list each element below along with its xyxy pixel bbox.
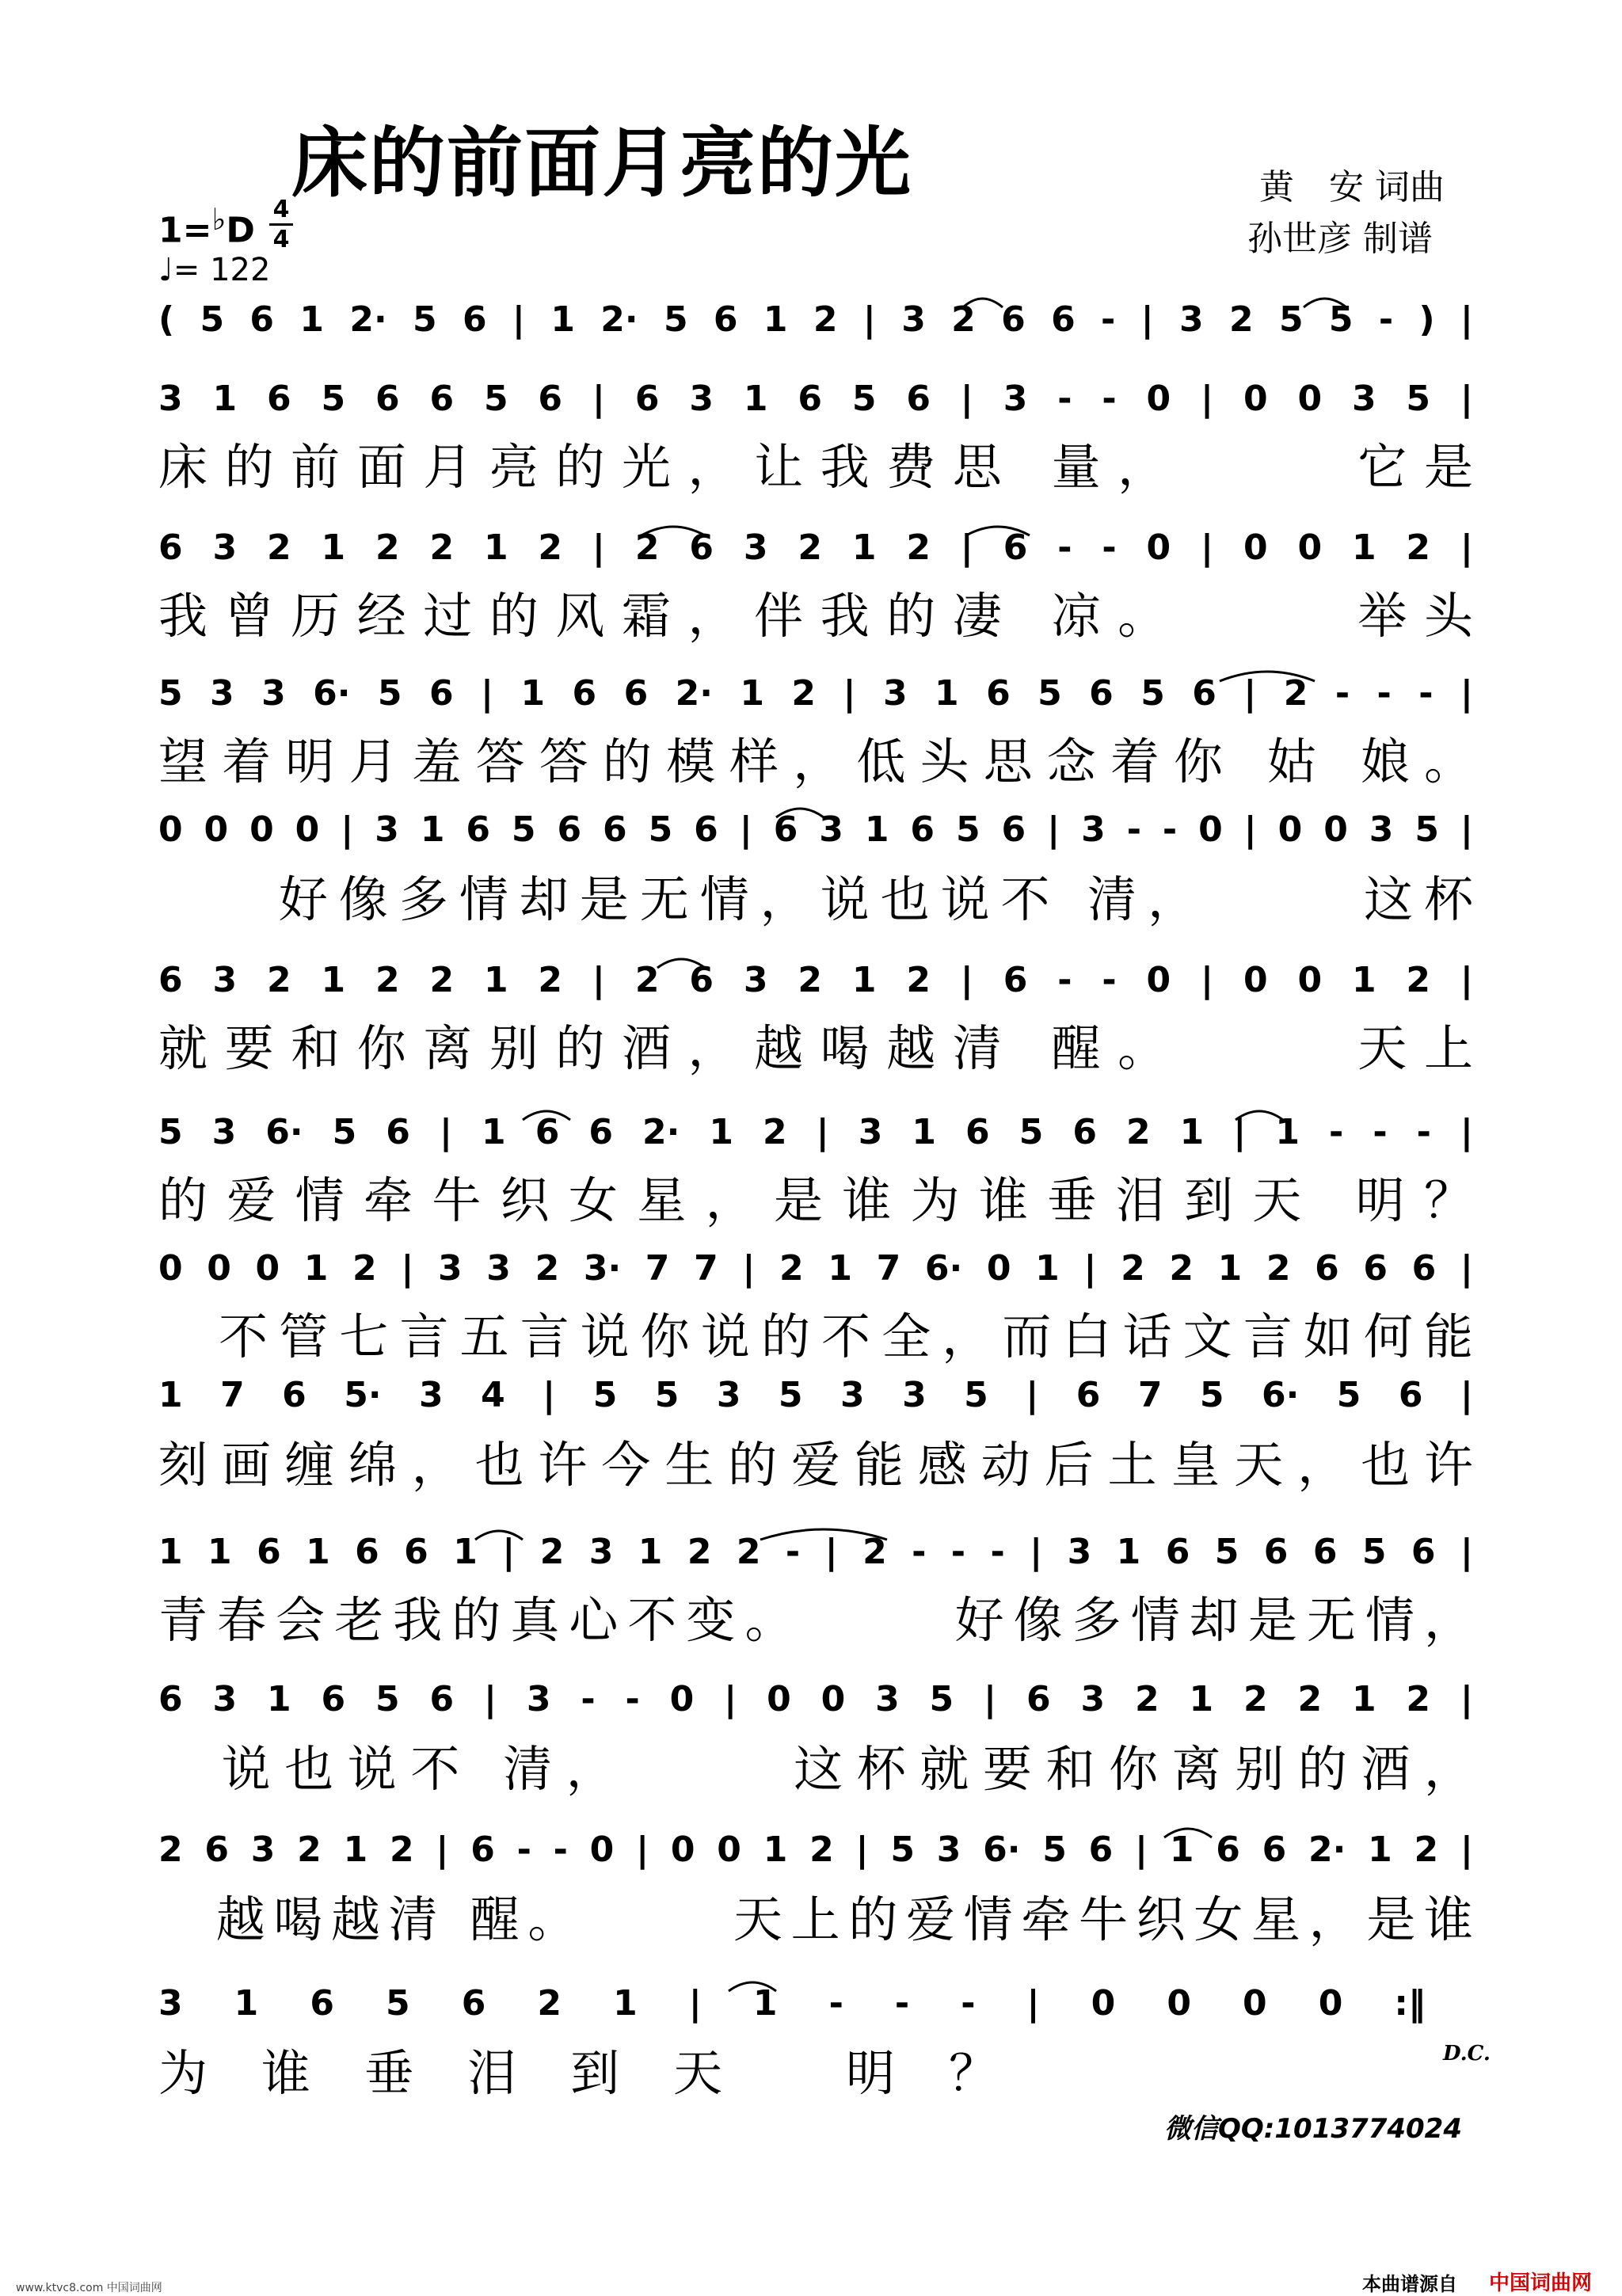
lyric-line-6: 就要和你离别的酒，越喝越清 醒。 天上 [158,1019,1473,1077]
quarter-note-icon: ♩ [158,252,173,288]
notation-line-2: 3 1 6 5 6 6 5 6 | 6 3 1 6 5 6 | 3 - - 0 | 0 0 3 5 | [158,379,1473,419]
footer-site-text: www.ktvc8.com 中国词曲网 [16,2282,162,2294]
slur-arc [642,527,705,535]
key-note: D [226,210,255,251]
da-capo-mark: D.C. [1443,2042,1491,2066]
notation-line-3: 6 3 2 1 2 2 1 2 | 2 6 3 2 1 2 | 6 - - 0 | 0 0 1 2 | [158,527,1473,568]
lyric-line-11: 说也说不 清， 这杯就要和你离别的酒， [158,1740,1473,1798]
page-title: 床的前面月亮的光 [291,119,912,208]
lyric-line-4: 望着明月羞答答的模样，低头思念着你 姑 娘。 [158,733,1473,790]
lyric-line-10: 青春会老我的真心不变。 好像多情却是无情， [158,1591,1473,1649]
lyric-line-12: 越喝越清 醒。 天上的爱情牵牛织女星，是谁 [158,1890,1473,1948]
slur-arc [523,1111,570,1120]
notation-line-12: 2 6 3 2 1 2 | 6 - - 0 | 0 0 1 2 | 5 3 6· 5 6 | 1 6 6 2· 1 2 | [158,1830,1473,1870]
slur-arc [729,1982,776,1991]
lyric-line-2: 床的前面月亮的光，让我费思 量， 它是 [158,438,1473,496]
footer-brand: 中国词曲网 [1489,2271,1593,2295]
footer-source-label: 本曲谱源自 [1362,2273,1457,2295]
lyric-line-9: 刻画缠绵，也许今生的爱能感动后土皇天，也许 [158,1436,1473,1494]
slur-arc [1236,1111,1283,1120]
slur-arc [760,1529,887,1540]
key-prefix: 1= [158,210,212,251]
composer-credit: 黄 安 词曲 [1259,167,1445,208]
notation-line-5: 0 0 0 0 | 3 1 6 5 6 6 5 6 | 6 3 1 6 5 6 | 3 - - 0 | 0 0 3 5 | [158,809,1473,850]
contact-watermark: 微信QQ:1013774024 [1164,2113,1462,2145]
lyric-line-7: 的爱情牵牛织女星，是谁为谁垂泪到天 明？ [158,1171,1473,1229]
lyric-line-5: 好像多情却是无情，说也说不 清， 这杯 [158,870,1473,928]
slur-arc [1220,672,1315,681]
time-signature-top: 4 [272,196,290,223]
notation-line-13: 3 1 6 5 6 2 1 | 1 - - - | 0 0 0 0 :‖ [158,1983,1426,2024]
lyric-line-13: 为谁垂泪到天 明？ [158,2044,998,2102]
notation-line-11: 6 3 1 6 5 6 | 3 - - 0 | 0 0 3 5 | 6 3 2 1 2 2 1 2 | [158,1679,1473,1719]
slur-arc [1164,1829,1212,1837]
notation-line-10: 1 1 6 1 6 6 1 | 2 3 1 2 2 - | 2 - - - | 3 1 6 5 6 6 5 6 | [158,1532,1473,1572]
tempo-value: = 122 [173,252,271,288]
lyric-line-8: 不管七言五言说你说的不全，而白话文言如何能 [158,1308,1473,1365]
notation-line-7: 5 3 6· 5 6 | 1 6 6 2· 1 2 | 3 1 6 5 6 2 1 | 1 - - - | [158,1112,1473,1152]
slur-arc [963,299,1003,307]
slur-arc [657,959,705,968]
slur-arc [1304,299,1346,307]
notation-line-4: 5 3 3 6· 5 6 | 1 6 6 2· 1 2 | 3 1 6 5 6 5 6 | 2 - - - | [158,673,1473,714]
notation-line-1: ( 5 6 1 2· 5 6 | 1 2· 5 6 1 2 | 3 2 6 6 - | 3 2 5 5 - ) | [158,299,1473,340]
lyric-line-3: 我曾历经过的风霜，伴我的凄 凉。 举头 [158,587,1473,645]
notation-line-9: 1 7 6 5· 3 4 | 5 5 3 5 3 3 5 | 6 7 5 6· 5 6 | [158,1375,1473,1415]
notation-line-6: 6 3 2 1 2 2 1 2 | 2 6 3 2 1 2 | 6 - - 0 | 0 0 1 2 | [158,960,1473,1000]
time-signature-bottom: 4 [272,226,290,253]
notation-line-8: 0 0 0 1 2 | 3 3 2 3· 7 7 | 2 1 7 6· 0 1 | 2 2 1 2 6 6 6 | [158,1248,1473,1289]
slur-arc [966,527,1030,535]
slur-arc [776,809,824,817]
slur-arc [475,1531,523,1540]
arranger-credit: 孙世彦 制谱 [1247,219,1433,259]
flat-sign: ♭ [211,202,227,237]
